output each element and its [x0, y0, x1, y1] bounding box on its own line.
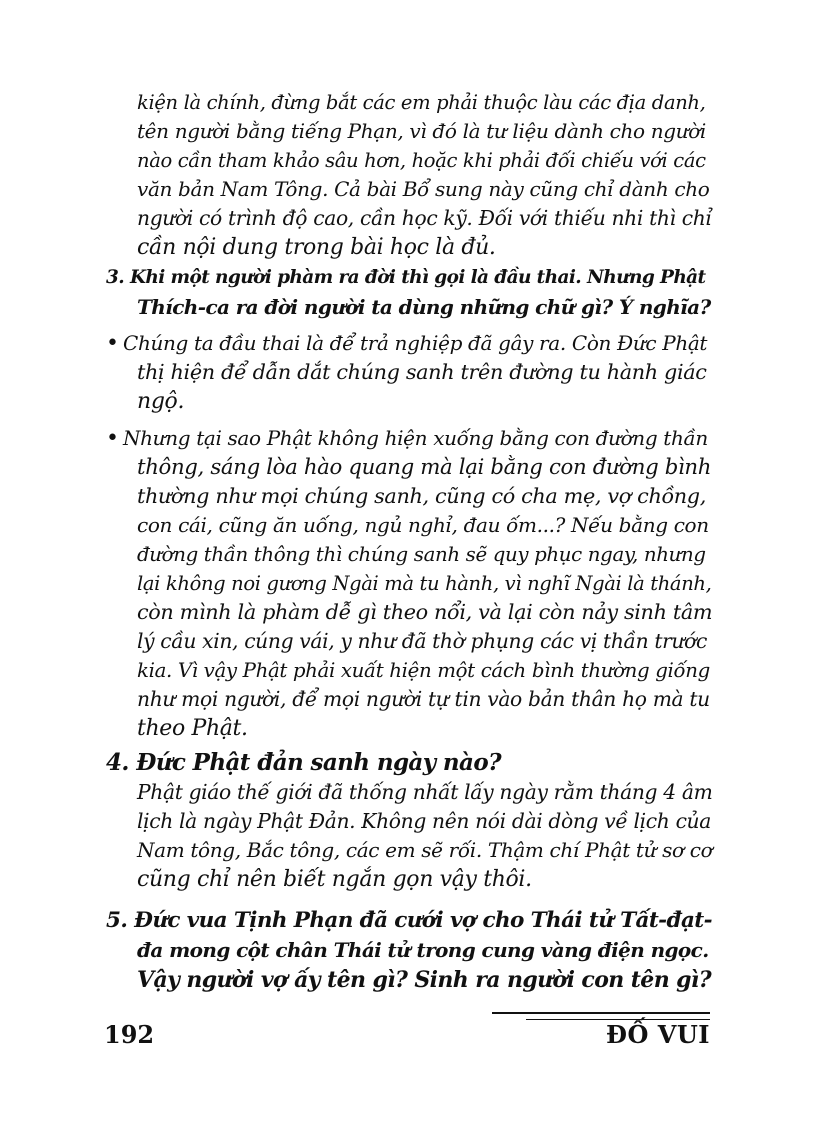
intro-line: tên người bằng tiếng Phạn, vì đó là tư liệu dành cho người: [137, 119, 706, 143]
question-4-title: 4. Đức Phật đản sanh ngày nào?: [106, 749, 501, 776]
bullet1-line: Chúng ta đầu thai là để trả nghiệp đã gây ra. Còn Đức Phật: [123, 331, 708, 355]
bullet1-line: ngộ.: [137, 389, 185, 414]
intro-line: cần nội dung trong bài học là đủ.: [137, 235, 496, 260]
question-3-line: 3. Khi một người phàm ra đời thì gọi là đầu thai. Nhưng Phật: [106, 267, 706, 288]
bullet2-line: đường thần thông thì chúng sanh sẽ quy phục ngay, nhưng: [137, 543, 706, 566]
bullet-icon: •: [106, 331, 119, 356]
bullet-icon: •: [106, 426, 119, 451]
bullet2-line: Nhưng tại sao Phật không hiện xuống bằng con đường thần: [123, 426, 708, 450]
bullet2-line: lại không noi gương Ngài mà tu hành, vì nghĩ Ngài là thánh,: [137, 572, 712, 595]
bullet2-line: còn mình là phàm dễ gì theo nổi, và lại còn nảy sinh tâm: [137, 600, 713, 624]
bullet2-line: kia. Vì vậy Phật phải xuất hiện một cách bình thường giống: [137, 659, 710, 682]
intro-line: văn bản Nam Tông. Cả bài Bổ sung này cũng chỉ dành cho: [137, 177, 710, 201]
answer-4-line: Phật giáo thế giới đã thống nhất lấy ngày rằm tháng 4 âm: [137, 780, 713, 804]
bullet2-line: thông, sáng lòa hào quang mà lại bằng con đường bình: [137, 455, 712, 480]
bullet2-line: theo Phật.: [137, 716, 248, 741]
intro-line: nào cần tham khảo sâu hơn, hoặc khi phải đối chiếu với các: [137, 149, 706, 172]
running-title: ĐỐ VUI: [605, 1020, 710, 1049]
footer-rule: [492, 1012, 710, 1014]
page-number: 192: [104, 1020, 155, 1049]
answer-4-line: Nam tông, Bắc tông, các em sẽ rối. Thậm chí Phật tử sơ cơ: [137, 838, 713, 862]
bullet1-line: thị hiện để dẫn dắt chúng sanh trên đường tu hành giác: [137, 360, 707, 384]
bullet2-line: lý cầu xin, cúng vái, y như đã thờ phụng các vị thần trước: [137, 629, 707, 653]
question-5-line: 5. Đức vua Tịnh Phạn đã cưới vợ cho Thái tử Tất-đạt-: [106, 908, 712, 933]
question-3-line: Thích-ca ra đời người ta dùng những chữ gì? Ý nghĩa?: [137, 295, 711, 319]
intro-line: người có trình độ cao, cần học kỹ. Đối với thiếu nhi thì chỉ: [137, 206, 712, 230]
bullet2-line: thường như mọi chúng sanh, cũng có cha mẹ, vợ chồng,: [137, 484, 706, 508]
question-5-line: đa mong cột chân Thái tử trong cung vàng điện ngọc.: [137, 938, 709, 962]
bullet2-line: con cái, cũng ăn uống, ngủ nghỉ, đau ốm...? Nếu bằng con: [137, 513, 709, 537]
question-5-line: Vậy người vợ ấy tên gì? Sinh ra người con tên gì?: [137, 967, 711, 993]
answer-4-line: lịch là ngày Phật Đản. Không nên nói dài dòng về lịch của: [137, 809, 711, 833]
bullet2-line: như mọi người, để mọi người tự tin vào bản thân họ mà tu: [137, 687, 710, 711]
answer-4-line: cũng chỉ nên biết ngắn gọn vậy thôi.: [137, 867, 532, 892]
intro-line: kiện là chính, đừng bắt các em phải thuộc làu các địa danh,: [137, 91, 706, 114]
